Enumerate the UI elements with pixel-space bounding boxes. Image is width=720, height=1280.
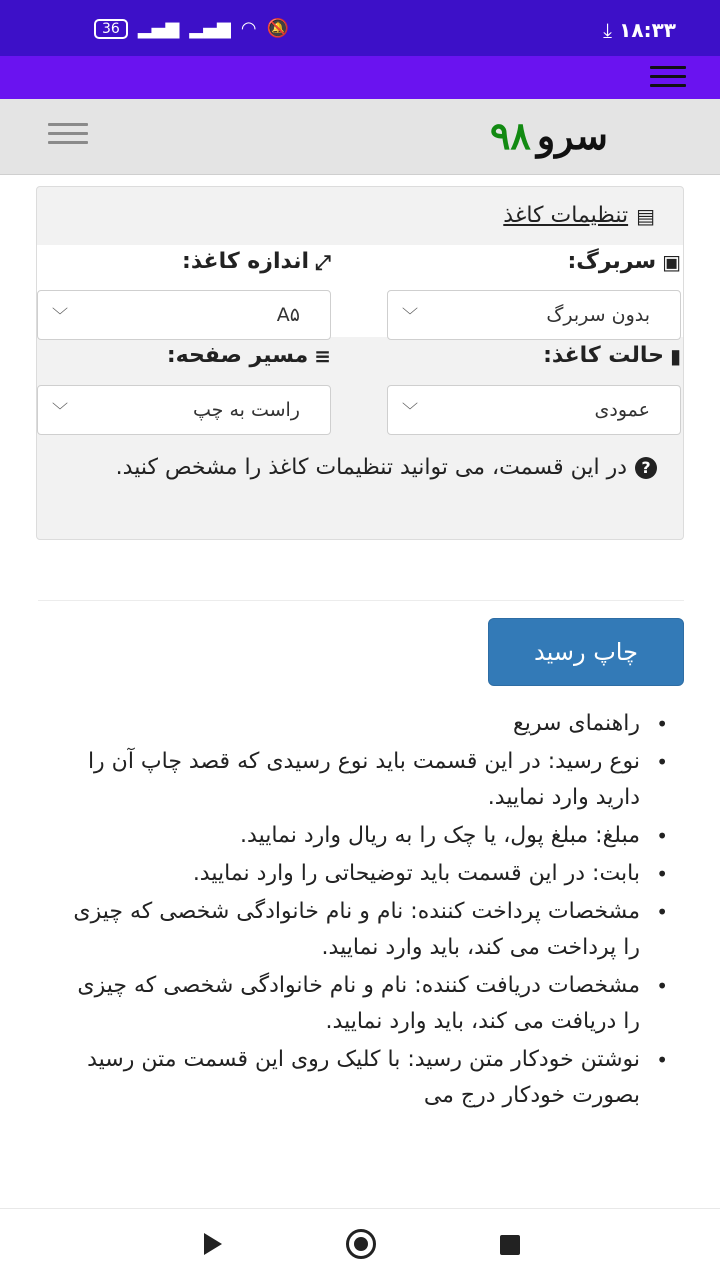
list-item: • مشخصات دریافت کننده: نام و نام خانوادگی شخصی که چیزی را دریافت می کند، باید وارد نمایید.: [55, 968, 640, 1040]
site-logo[interactable]: [490, 113, 608, 158]
logo-number: ۹۸: [490, 113, 531, 158]
recent-apps-icon[interactable]: [500, 1235, 520, 1255]
file-icon: ▮: [669, 343, 681, 368]
chevron-down-icon: ﹀: [52, 401, 69, 420]
size-label: ⤢ اندازه کاغذ:: [182, 249, 331, 274]
align-right-icon: ≡: [314, 343, 331, 368]
home-icon[interactable]: [346, 1229, 376, 1259]
status-bar: [0, 0, 720, 56]
signal-icon: ▂▄▆: [137, 18, 180, 39]
list-item: • بابت: در این قسمت باید توضیحاتی را وارد نمایید.: [55, 856, 640, 892]
header-select[interactable]: بدون سربرگ ﹀: [387, 290, 681, 340]
chevron-down-icon: ﹀: [52, 306, 69, 325]
site-menu-icon[interactable]: [48, 123, 88, 147]
download-icon: ⤓: [603, 18, 612, 42]
paper-settings-card: [36, 186, 684, 540]
size-select[interactable]: A۵ ﹀: [37, 290, 331, 340]
direction-select[interactable]: راست به چپ ﹀: [37, 385, 331, 435]
wifi-icon: ◠: [240, 18, 257, 39]
app-menu-icon[interactable]: [650, 66, 686, 88]
quick-guide-list: [55, 706, 640, 1116]
app-bar: [0, 56, 720, 99]
logo-word: سرو: [536, 113, 608, 158]
divider: [38, 600, 684, 601]
chevron-down-icon: ﹀: [402, 401, 419, 420]
question-circle-icon: ?: [635, 457, 657, 479]
paper-settings-title: ▤ تنظیمات کاغذ: [503, 203, 655, 228]
header-label: ▣ سربرگ:: [567, 249, 681, 274]
id-card-icon: ▣: [662, 249, 681, 274]
back-icon[interactable]: [204, 1233, 222, 1255]
newspaper-icon: ▤: [636, 203, 655, 228]
print-receipt-button[interactable]: چاپ رسید: [488, 618, 684, 686]
system-nav-bar: [0, 1208, 720, 1280]
signal-icon-2: ▂▄▆: [189, 18, 231, 39]
direction-label: ≡ مسیر صفحه:: [166, 343, 331, 368]
list-item: • راهنمای سریع: [55, 706, 640, 742]
status-time: ۱۸:۳۳: [619, 18, 676, 42]
list-item: • نوع رسید: در این قسمت باید نوع رسیدی که قصد چاپ آن را دارید وارد نمایید.: [55, 744, 640, 816]
list-item: • مشخصات پرداخت کننده: نام و نام خانوادگی شخصی که چیزی را پرداخت می کند، باید وارد نمایید.: [55, 894, 640, 966]
mute-icon: 🔕: [266, 18, 290, 39]
chevron-down-icon: ﹀: [402, 306, 419, 325]
status-icons: [94, 18, 289, 39]
list-item: • مبلغ: مبلغ پول، یا چک را به ریال وارد نمایید.: [55, 818, 640, 854]
orientation-select[interactable]: عمودی ﹀: [387, 385, 681, 435]
site-header: [0, 99, 720, 175]
list-item: • نوشتن خودکار متن رسید: با کلیک روی این قسمت متن رسید بصورت خودکار درج می: [55, 1042, 640, 1114]
orientation-label: ▮ حالت کاغذ:: [543, 343, 681, 368]
expand-icon: ⤢: [315, 249, 331, 274]
paper-settings-help: ?در این قسمت، می توانید تنظیمات کاغذ را مشخص کنید.: [57, 451, 657, 485]
battery-icon: 36: [94, 19, 128, 39]
